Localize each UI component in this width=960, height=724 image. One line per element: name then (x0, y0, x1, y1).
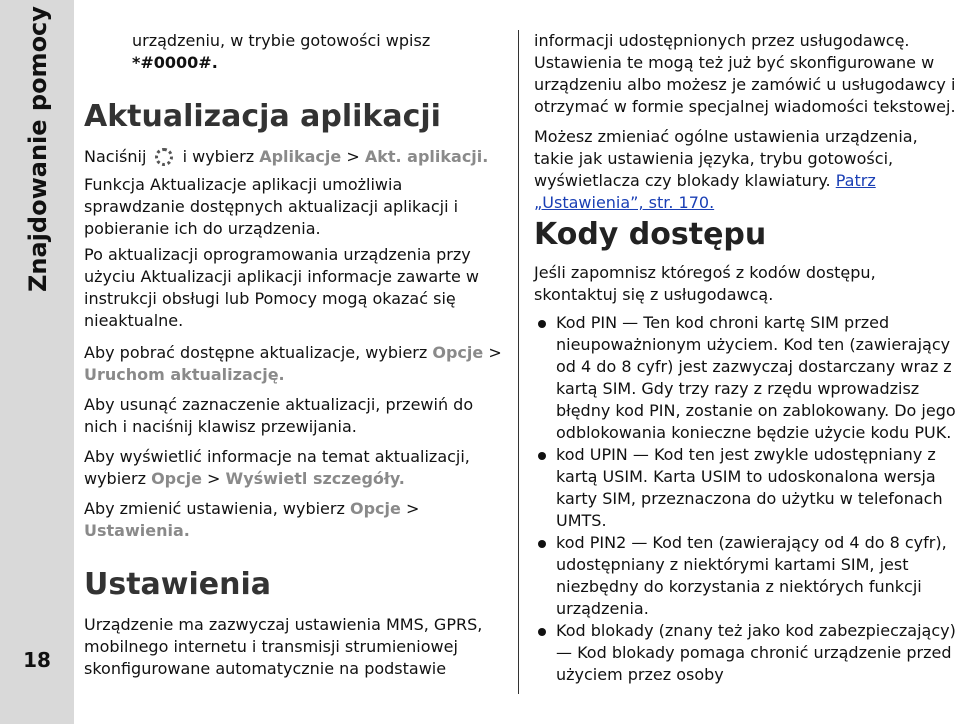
path-separator: > (207, 469, 221, 488)
sidebar (0, 0, 74, 724)
p3-text: Aby pobrać dostępne aktualizacje, wybierz (84, 343, 428, 362)
paragraph-forgot-code: Jeśli zapomnisz któregoś z kodów dostępu, skontaktuj się z usługodawcą. (534, 263, 876, 304)
section-title-settings: Ustawienia (84, 567, 272, 602)
paragraph-general-settings (534, 126, 958, 214)
list-item-pin2: kod PIN2 — Kod ten (zawierający od 4 do 8 cyfr), udostępniany z niektórymi kartami SIM, jest niezbędny do korzystania z niektórych funkcji urządzenia. (534, 532, 958, 620)
menu-options: Opcje (349, 499, 401, 518)
paragraph-app-update-desc: Funkcja Aktualizacje aplikacji umożliwia sprawdzanie dostępnych aktualizacji aplikacji i pobieranie ich do urządzenia. (84, 175, 459, 238)
p5-text: Aby wyświetlić informacje na temat aktualizacji, wybierz (84, 447, 470, 488)
naci-text: Naciśnij (84, 147, 147, 166)
paragraph-unmark-updates: Aby usunąć zaznaczenie aktualizacji, przewiń do nich i naciśnij klawisz przewijania. (84, 395, 474, 436)
naci-mid: i wybierz (182, 147, 255, 166)
paragraph-service-settings: informacji udostępnionych przez usługodawcę. Ustawienia te mogą też już być skonfigurowane w urządzeniu albo możesz je zamówić u usługodawcy i otrzymać w formie specjalnej wiadomości tekstowej. (534, 31, 956, 116)
settings-page-link[interactable]: Patrz „Ustawienia”, str. 170. (534, 171, 876, 212)
path-separator: > (488, 343, 502, 362)
paragraph-view-details (84, 446, 504, 490)
menu-applications: Aplikacje (259, 147, 342, 166)
access-codes-list (534, 312, 958, 686)
paragraph-manual-outdated: Po aktualizacji oprogramowania urządzenia przy użyciu Aktualizacji aplikacji informacje zawarte w instrukcji obsługi lub Pomocy mogą okazać się nieaktualne. (84, 245, 480, 330)
paragraph-settings-intro: Urządzenie ma zazwyczaj ustawienia MMS, GPRS, mobilnego internetu i transmisji strumieniowej skonfigurowane automatycznie na podstawie (84, 615, 483, 678)
list-item-upin: kod UPIN — Kod ten jest zwykle udostępniany z kartą USIM. Karta USIM to udoskonalona wersja karty SIM, przeznaczona do użytku w telefonach UMTS. (534, 444, 958, 532)
p2-text: Możesz zmieniać ogólne ustawienia urządzenia, takie jak ustawienia języka, trybu gotowości, wyświetlacza czy blokady klawiatury. (534, 127, 918, 190)
intro-line (132, 30, 430, 74)
section-title-access-codes: Kody dostępu (534, 217, 767, 252)
path-separator: > (405, 499, 420, 518)
menu-options: Opcje (151, 469, 202, 488)
list-item-pin: Kod PIN — Ten kod chroni kartę SIM przed nieupoważnionym użyciem. Kod ten (zawierający od 4 do 8 cyfr) jest zazwyczaj dostarczany wraz z kartą SIM. Gdy trzy razy z rzędu wprowadzisz błędny kod PIN, zostanie on zablokowany. Do jego odblokowania konieczne będzie użycie kodu PUK. (534, 312, 958, 444)
section-title-app-update: Aktualizacja aplikacji (84, 99, 441, 134)
path-separator: > (346, 147, 360, 166)
sidebar-title: Znajdowanie pomocy (24, 6, 52, 292)
paragraph-change-settings (84, 498, 504, 542)
menu-options: Opcje (432, 343, 484, 362)
menu-key-icon (155, 148, 173, 166)
intro-text: urządzeniu, w trybie gotowości wpisz (132, 31, 431, 50)
menu-start-update: Uruchom aktualizację. (84, 365, 285, 384)
paragraph-download-updates (84, 342, 504, 386)
menu-settings: Ustawienia. (84, 521, 190, 540)
page-number: 18 (23, 648, 51, 672)
menu-view-details: Wyświetl szczegóły. (225, 469, 405, 488)
column-divider (518, 30, 519, 694)
menu-path-line (84, 146, 504, 168)
list-item-lock-code: Kod blokady (znany też jako kod zabezpieczający) — Kod blokady pomaga chronić urządzenie przed użyciem przez osoby (534, 620, 958, 686)
menu-app-update: Akt. aplikacji. (364, 147, 489, 166)
intro-code: *#0000#. (132, 53, 218, 72)
p6-text: Aby zmienić ustawienia, wybierz (84, 499, 345, 518)
